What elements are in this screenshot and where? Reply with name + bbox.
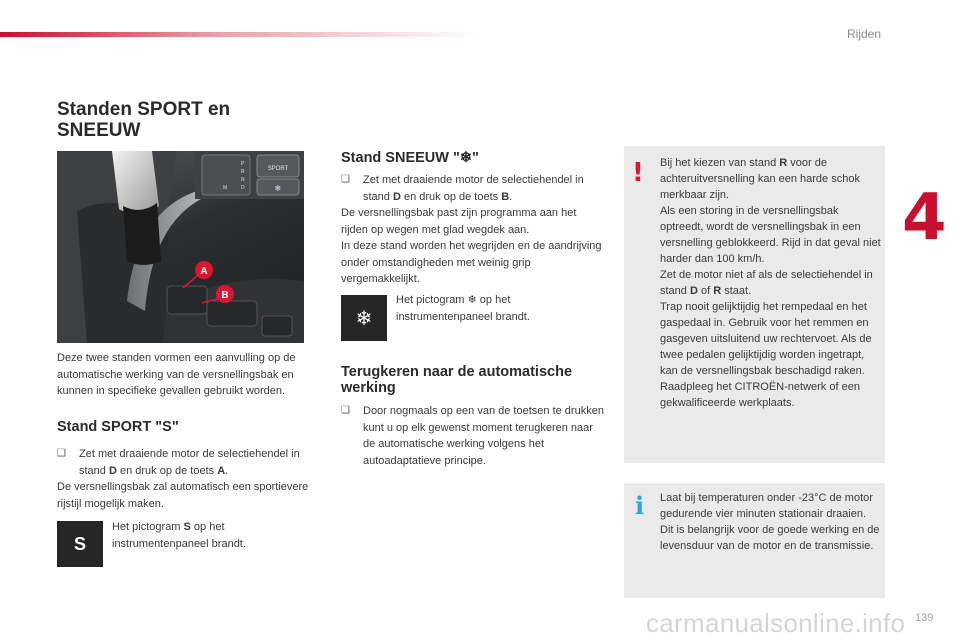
gear-selector-illustration bbox=[57, 151, 304, 343]
warning-para-2: Als een storing in de versnellingsbak optreedt, wordt de versnellingsbak in een versnelling geblokkeerd. Rijd in dat geval niet harder dan 100 km/h. bbox=[660, 205, 881, 265]
sneeuw-description-2: In deze stand worden het wegrijden en de aandrijving onder omstandigheden met weinig grip vergemakkelijkt. bbox=[341, 240, 602, 285]
page-title: Standen SPORT en SNEEUW bbox=[57, 99, 231, 141]
sneeuw-pictogram-note: Het pictogram ❄ op het instrumentenpaneel brandt. bbox=[396, 294, 530, 323]
info-icon: i bbox=[635, 491, 645, 520]
checkbox-bullet-icon: ❑ bbox=[57, 448, 66, 459]
terug-step: ❑ Door nogmaals op een van de toetsen te drukken kunt u op elk gewenst moment terugkeren naar de automatische werking volgens het autoadaptatieve principe. bbox=[341, 403, 606, 469]
chapter-number: 4 bbox=[902, 181, 947, 255]
sneeuw-step: ❑ Zet met draaiende motor de selectiehendel in stand D en druk op de toets B. bbox=[341, 172, 606, 205]
page-number: 139 bbox=[915, 612, 934, 624]
gear-letter-p: P bbox=[241, 161, 245, 167]
warning-text bbox=[660, 155, 882, 411]
intro-paragraph: Deze twee standen vormen een aanvulling op de automatische werking van de versnellingsbak en kunnen in specifieke gevallen gebruikt worden. bbox=[57, 352, 296, 397]
header-accent-bar bbox=[0, 32, 480, 37]
warning-para-5: Raadpleeg het CITROËN-netwerk of een gekwalificeerde werkplaats. bbox=[660, 381, 860, 409]
sneeuw-section-title: Stand SNEEUW "❄" bbox=[341, 150, 479, 166]
sport-section-title: Stand SPORT "S" bbox=[57, 419, 179, 435]
gear-letter-m: M bbox=[223, 185, 228, 191]
gear-letter-r: R bbox=[241, 169, 245, 175]
info-text: Laat bij temperaturen onder -23°C de motor gedurende vier minuten stationair draaien. Dit is belangrijk voor de goede werking en de levensduur van de motor en de transmissie. bbox=[660, 492, 880, 552]
panel-sport-button-label: SPORT bbox=[267, 166, 289, 172]
sport-step: ❑ Zet met draaiende motor de selectiehendel in stand D en druk op de toets A. bbox=[57, 446, 322, 479]
sport-s-icon: S bbox=[57, 521, 103, 567]
svg-text:❄: ❄ bbox=[274, 184, 282, 193]
gear-selector-photo bbox=[57, 151, 304, 343]
callout-b-label: B bbox=[221, 290, 229, 301]
checkbox-bullet-icon: ❑ bbox=[341, 174, 350, 185]
sneeuw-section-body bbox=[341, 172, 606, 288]
gear-letter-n: N bbox=[241, 177, 245, 183]
sneeuw-description-1: De versnellingsbak past zijn programma aan het rijden op wegen met glad wegdek aan. bbox=[341, 207, 577, 236]
sport-section-body bbox=[57, 446, 322, 512]
sport-description: De versnellingsbak zal automatisch een sportievere rijstijl mogelijk maken. bbox=[57, 481, 309, 510]
snowflake-icon: ❄ bbox=[341, 295, 387, 341]
chapter-label: Rijden bbox=[847, 27, 882, 41]
gear-letter-d: D bbox=[241, 185, 245, 191]
watermark: carmanualsonline.info bbox=[646, 608, 906, 638]
sport-pictogram-note: Het pictogram S op het instrumentenpaneel brandt. bbox=[112, 521, 246, 550]
checkbox-bullet-icon: ❑ bbox=[341, 405, 350, 416]
warning-para-3: Zet de motor niet af als de selectiehendel in stand D of R staat. bbox=[660, 269, 873, 297]
warning-icon: ! bbox=[632, 158, 644, 188]
warning-para-4: Trap nooit gelijktijdig het rempedaal en het gaspedaal in. Gebruik voor het remmen en gasgeven uitsluitend uw rechtervoet. Als de twee pedalen gelijktijdig worden ingetrapt, kan de versnellingsbak beschadigd raken. bbox=[660, 301, 872, 377]
terug-section-body bbox=[341, 403, 606, 469]
callout-a-label: A bbox=[200, 266, 208, 277]
warning-para-1: Bij het kiezen van stand R voor de achteruitversnelling kan een harde schok merkbaar zijn. bbox=[660, 157, 860, 201]
terug-section-title: Terugkeren naar de automatische werking bbox=[341, 364, 573, 396]
